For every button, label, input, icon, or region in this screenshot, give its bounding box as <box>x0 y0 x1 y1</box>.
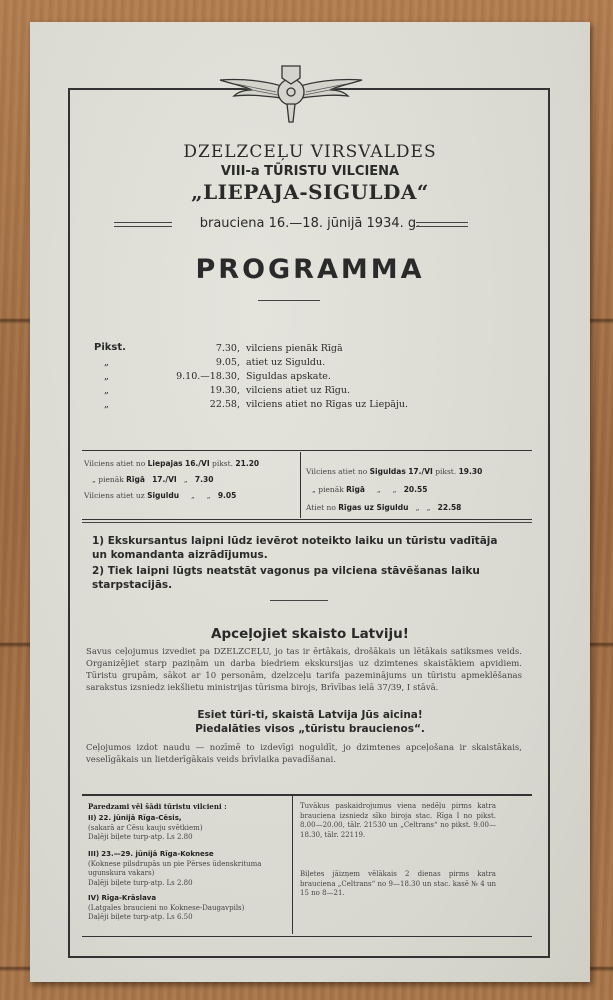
note-1: 1) Ekskursantus laipni lūdz ievērot noteikto laiku un tūristu vadītāja un komandanta aizrādījumus. <box>92 535 498 561</box>
schedule-label: Pikst. <box>94 342 126 353</box>
excursion-item: II) 22. jūnijā Rīga-Cēsis, (sakarā ar Cēsu kauju svētkiem) Daļēji biļete turp-atp. Ls 2.80 <box>88 814 203 841</box>
schedule-time: 9.10.—18.30, <box>176 371 240 382</box>
decorative-rule-right <box>416 222 468 227</box>
schedule-time: 7.30, <box>215 343 240 354</box>
ditto-mark: „ <box>104 385 109 396</box>
schedule-text: vilciens atiet uz Rīgu. <box>246 385 350 396</box>
schedule-text: atiet uz Siguldu. <box>246 357 326 368</box>
bottom-box-divider <box>292 796 293 934</box>
info-paragraph-2: Biļetes jāizņem vēlākais 2 dienas pirms katra brauciena „Celtrans“ no 9—18.30 un stac. kasē № 4 un 15 no 8—21. <box>300 870 496 897</box>
timetable-divider <box>300 452 301 518</box>
note-2: 2) Tiek laipni lūgts neatstāt vagonus pa vilciena stāvēšanas laiku starpstacijās. <box>92 565 480 591</box>
section-rule <box>82 522 532 523</box>
ditto-mark: „ <box>104 357 109 368</box>
schedule-time: 9.05, <box>215 357 240 368</box>
appeal-paragraph-1: Savus ceļojumus izvediet pa DZELZCEĻU, jo tas ir ērtākais, drošākais un lētākais satiksmes veids. Organizējiet starp paziņām un darba biedriem ekskursijas uz dzimtenes skaistākiem apvidiem. Tūristu grupām, sākot ar 10 personām, dzelzceļu tarifa pazeminājums un tūristu apmeklēšanas sarakstus izsniedz iekšlietu ministrijas tūrisma birojs, Brīvības ielā 37/39, I stāvā. <box>86 647 522 693</box>
timetable-row: Vilciens atiet uz Siguldu „ „ 9.05 <box>84 491 237 500</box>
schedule-text: Siguldas apskate. <box>246 371 331 382</box>
header-line-3: „LIEPAJA-SIGULDA“ <box>191 180 429 204</box>
title-underline <box>258 300 320 301</box>
schedule-time: 22.58, <box>209 399 240 410</box>
ditto-mark: „ <box>104 371 109 382</box>
schedule-time: 19.30, <box>209 385 240 396</box>
winged-wheel-emblem-icon <box>216 52 366 126</box>
notes-underline <box>270 600 328 601</box>
timetable-row: „ pienāk Rīgā 17./VI „ 7.30 <box>92 475 214 484</box>
schedule-text: vilciens atiet no Rīgas uz Liepāju. <box>246 399 409 410</box>
timetable-row: Atiet no Rīgas uz Siguldu „ „ 22.58 <box>306 503 462 512</box>
excursion-item: III) 23.—29. jūnijā Rīga-Koknese (Koknese pilsdrupās un pie Pērses ūdenskrituma ugunskura vakars) Daļēji biļete turp-atp. Ls 2.80 <box>88 850 262 887</box>
header-dates: brauciena 16.—18. jūnijā 1934. g. <box>199 216 421 231</box>
timetable-row: „ pienāk Rīgā „ „ 20.55 <box>312 485 428 494</box>
appeal-slogan-2: Piedalāties visos „tūristu braucienos“. <box>195 723 425 735</box>
timetable-row: Vilciens atiet no Siguldas 17./VI pikst. 19.30 <box>306 467 483 476</box>
header-line-2: VIII-a TŪRISTU VILCIENA <box>220 164 400 179</box>
schedule-text: vilciens pienāk Rīgā <box>246 343 343 354</box>
ditto-mark: „ <box>104 399 109 410</box>
excursion-item: IV) Rīga-Krāslava (Latgales braucieni no Koknese-Daugavpils) Daļēji biļete turp-atp. Ls 6.50 <box>88 894 245 921</box>
excursions-heading: Paredzami vēl šādi tūristu vilcieni : <box>88 802 227 811</box>
poster-paper <box>30 22 590 982</box>
appeal-slogan-1: Esiet tūri-ti, skaistā Latvija Jūs aicina! <box>197 709 423 721</box>
header-line-1: DZELZCEĻU VIRSVALDES <box>183 142 437 162</box>
appeal-title: Apceļojiet skaisto Latviju! <box>211 626 409 642</box>
appeal-paragraph-2: Ceļojumos izdot naudu — nozīmē to izdevīgi noguldīt, jo dzimtenes apceļošana ir skaistākais, veselīgākais un lietderīgākais veids brīvlaika pavadīšanai. <box>86 743 522 765</box>
page-title: PROGRAMMA <box>195 254 425 285</box>
info-paragraph-1: Tuvākus paskaidrojumus viena nedēļu pirms katra brauciena izsniedz sīko biroja stac. Rīga I no pikst. 8.00—20.00, tālr. 21530 un „Celtrans“ no pikst. 9.00—18.30, tālr. 22119. <box>300 802 496 839</box>
timetable-row: Vilciens atiet no Liepajas 16./VI pikst. 21.20 <box>84 459 260 468</box>
